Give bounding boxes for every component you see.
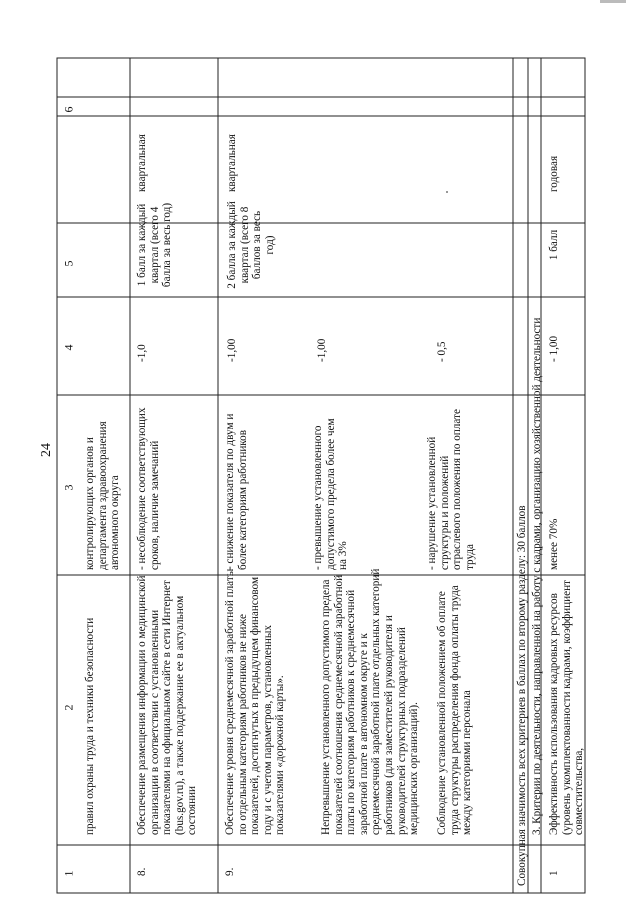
row8-c5: 1 балл за каждый квартал (всего 4 балла за весь год) — [136, 202, 174, 288]
row-last-c3: менее 70% — [548, 518, 560, 570]
row8-c6: квартальная — [136, 134, 148, 192]
total-row: Совокупная значимость всех критериев в баллах по второму разделу: 30 баллов — [516, 505, 528, 886]
row-last-c2: Эффективность использования кадровых ресурсов (уровень укомплектованности кадрами, коэффициент совместительства, — [548, 580, 586, 835]
row-last-c6: годовая — [548, 155, 560, 192]
page-number: 24 — [39, 443, 54, 457]
row9-c4a: -1,00 — [226, 338, 238, 362]
row8-num: 8. — [136, 867, 148, 876]
row9-c2c: Соблюдение установленной положением об оплате труда структуры распределения фонда оплаты труда между категориями персонала — [436, 585, 474, 835]
row9-num: 9. — [224, 867, 236, 876]
row-last-c5: 1 балл — [548, 229, 560, 261]
row-last-num: 1 — [548, 870, 560, 876]
row9-c2b: Непревышение установленного допустимого предела показателей соотношения среднемесячной заработной платы по категориям работников к среднемесячной заработной плате в автономном округе и к среднемесячной заработной плате отдельных категорий работников (для заместителей руководителя и руководителей структурных подразделений медицинских организаций). — [320, 568, 421, 835]
row0-c2: правил охраны труда и техники безопасности — [84, 617, 96, 835]
row0-c3: контролирующих органов и департамента здравоохранения автономного округа — [84, 421, 122, 570]
row-last-c4: - 1,00 — [548, 335, 560, 362]
row9-c4c: - 0,5 — [436, 341, 448, 362]
row9-c3b: - превышение установленного допустимого предела более чем на 3% — [312, 418, 350, 570]
section3-title: 3. Критерии по деятельности, направленной на работу с кадрами, организацию хозяйственной деятельности — [531, 317, 543, 835]
col-header-1: 1 — [61, 870, 76, 877]
row8-c2: Обеспечение размещения информации о медицинской организации в соответствии с установленными показателями на официальном сайте в сети Интернет (bus.gov.ru), а также поддержание ее в актуальном состоянии — [136, 575, 199, 835]
col-header-3: 3 — [61, 484, 76, 491]
row9-c2a: Обеспечение уровня среднемесячной заработной платы по отдельным категориям работников не ниже показателей, достигнутых в предыдущем финансовом году и с учетом параметров, установленных показателями «дорожной карты». — [224, 568, 287, 835]
row9-c5: 2 балла за каждый квартал (всего 8 баллов за весь год) — [226, 201, 276, 289]
row9-c4b: -1,00 — [316, 338, 328, 362]
col-header-5: 5 — [61, 260, 76, 267]
row9-c3a: - снижение показателя по двум и более категориям работников — [224, 413, 249, 570]
col-header-2: 2 — [61, 704, 76, 711]
col-header-6: 6 — [61, 106, 76, 113]
row9-c3c: - нарушение установленной структуры и положений отраслевого положения по оплате труда — [426, 409, 476, 570]
row8-c4: -1,0 — [136, 344, 148, 362]
row8-c3: - несоблюдение соответствующих сроков, наличие замечаний — [136, 407, 161, 570]
col-header-4: 4 — [61, 344, 76, 351]
row9-c6: квартальная — [226, 134, 238, 192]
